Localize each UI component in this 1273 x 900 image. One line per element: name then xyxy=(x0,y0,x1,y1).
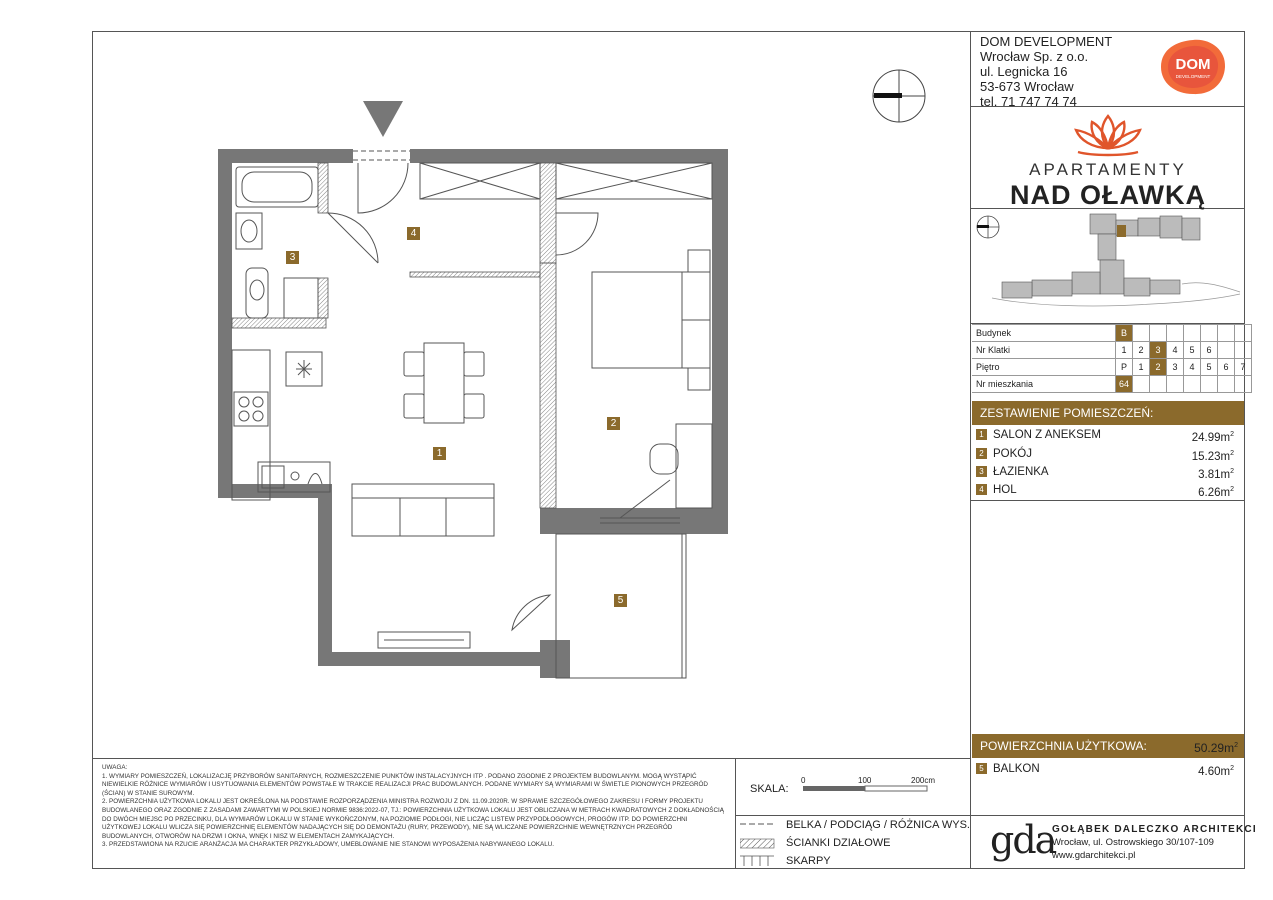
architect-logo: gda xyxy=(990,818,1056,862)
room-area: $6.26m^2$ xyxy=(1198,486,1234,499)
north-compass-icon xyxy=(868,67,930,127)
info-label: Piętro xyxy=(972,359,1116,376)
room-area: $24.99m^2$ xyxy=(1191,431,1234,444)
info-cell xyxy=(1150,325,1167,342)
apartment-info-table xyxy=(972,324,1252,393)
key-plan-map xyxy=(972,210,1244,322)
legend-partition: ŚCIANKI DZIAŁOWE xyxy=(786,837,891,849)
scale-tick-0: 0 xyxy=(801,776,806,785)
dom-logo-subtext: DEVELOPMENT xyxy=(1175,74,1211,79)
plan-label-lazienka: 3 xyxy=(286,251,299,264)
info-cell: 3 xyxy=(1167,359,1184,376)
room-summary-heading: ZESTAWIENIE POMIESZCZEŃ: xyxy=(972,401,1244,425)
scale-label: SKALA: xyxy=(750,783,789,795)
scale-tick-100: 100 xyxy=(858,776,872,785)
developer-street: ul. Legnicka 16 xyxy=(980,64,1068,79)
info-label: Nr Klatki xyxy=(972,342,1116,359)
scale-tick-200: 200cm xyxy=(911,776,936,785)
info-cell xyxy=(1133,376,1150,393)
dom-logo-text: DOM xyxy=(1175,56,1211,73)
developer-address xyxy=(980,34,1112,109)
dom-development-logo xyxy=(1157,37,1229,97)
info-row-building xyxy=(972,325,1252,342)
info-cell xyxy=(1184,376,1201,393)
room-area: $15.23m^2$ xyxy=(1191,450,1234,463)
notes-divider xyxy=(735,758,736,869)
balcony-area: $4.60m^2$ xyxy=(1198,765,1234,778)
info-cell xyxy=(1218,325,1235,342)
legend-slope-icon xyxy=(740,856,774,866)
legend-beam: BELKA / PODCIĄG / RÓŻNICA WYS. xyxy=(786,819,970,831)
info-row-floor xyxy=(972,359,1252,376)
legend-divider xyxy=(970,815,971,869)
info-cell: 6 xyxy=(1218,359,1235,376)
architect-name: GOŁĄBEK DALECZKO ARCHITEKCI xyxy=(1052,824,1257,835)
note-item: 1. WYMIARY POMIESZCZEŃ, LOKALIZACJĘ PRZYBORÓW SANITARNYCH, ROZMIESZCZENIE PUNKTÓW INSTALACYJNYCH ITP . PODANO ZGODNIE Z PROJEKTEM BUDOWLANYM. MOGĄ WYSTĄPIĆ NIEWIELKIE RÓŻNICE WYMIARÓW I USYTUOWANIA ELEMENTÓW POWSTAŁE W TRAKCIE REALIZACJI PRAC BUDOWLANYCH. PODANE WYMIARY SĄ WYMIARAMI W ŚWIETLE PIONOWYCH PRZEGRÓD (ŚCIAN) W STANIE SUROWYM. xyxy=(102,772,708,797)
plan-label-hol: 4 xyxy=(407,227,420,240)
info-cell xyxy=(1201,376,1218,393)
info-cell xyxy=(1235,325,1252,342)
info-cell xyxy=(1167,325,1184,342)
entrance-arrow-icon xyxy=(363,101,403,137)
info-cell xyxy=(1218,342,1235,359)
architect-block xyxy=(1052,823,1257,862)
scale-bar xyxy=(803,785,928,793)
architect-address: Wrocław, ul. Ostrowskiego 30/107-109 xyxy=(1052,837,1214,848)
room-number-badge: 1 xyxy=(976,429,987,440)
developer-phone: tel. 71 747 74 74 xyxy=(980,94,1077,109)
room-area: $3.81m^2$ xyxy=(1198,468,1234,481)
room-row xyxy=(976,464,1240,480)
developer-company: Wrocław Sp. z o.o. xyxy=(980,49,1089,64)
notes-title: UWAGA: xyxy=(102,764,128,771)
info-cell xyxy=(1201,325,1218,342)
info-cell xyxy=(1235,342,1252,359)
info-cell: 7 xyxy=(1235,359,1252,376)
info-cell: 5 xyxy=(1201,359,1218,376)
room-name: POKÓJ xyxy=(993,448,1032,460)
info-cell xyxy=(1235,376,1252,393)
bottom-band-divider xyxy=(92,758,970,759)
info-cell: 2 xyxy=(1150,359,1167,376)
usable-area-value: $50.29m^2$ xyxy=(1194,741,1238,755)
info-label: Budynek xyxy=(972,325,1116,342)
architect-web: www.gdarchitekci.pl xyxy=(1052,850,1136,861)
plan-label-salon: 1 xyxy=(433,447,446,460)
room-number-badge: 2 xyxy=(976,448,987,459)
room-row xyxy=(976,446,1240,462)
info-label: Nr mieszkania xyxy=(972,376,1116,393)
info-cell: 4 xyxy=(1167,342,1184,359)
usable-area-total xyxy=(972,734,1244,758)
legend-symbols xyxy=(740,820,780,868)
info-cell: 2 xyxy=(1133,342,1150,359)
note-item: 2. POWIERZCHNIA UŻYTKOWA LOKALU JEST OKREŚLONA NA PODSTAWIE ROZPORZĄDZENIA MINISTRA ROZWOJU Z DN. 11.09.2020R. W SPRAWIE SZCZEGÓŁOWEGO ZAKRESU I FORMY PROJEKTU BUDOWLANEGO ORAZ ZGODNIE Z ZASADAMI ZAWARTYMI W POLSKIEJ NORMIE 9836:2022-07, TJ.: POWIERZCHNIA UŻYTKOWA LOKALU JEST OBLICZANA W METRACH KWADRATOWYCH Z DOKŁADNOŚCIĄ DO DWÓCH MIEJSC PO PRZECINKU, DLA WYMIARÓW LOKALU W STANIE WYKOŃCZONYM, NA POZIOMIE PODŁOGI, NIE LICZĄC LISTEW PRZYPODŁOGOWYCH, PROGÓW ITP. DO POWIERZCHNI UŻYTKOWEJ LOKALU WLICZA SIĘ POWIERZCHNIĘ ELEMENTÓW NADAJĄCYCH SIĘ DO DEMONTAŻU (RURY, PRZEWODY), NIE SĄ WLICZANE POWIERZCHNIE WEWNĘTRZNYCH PRZEGRÓD BUDOWLANYCH, OTWORÓW NA DRZWI I OKNA, WNĘK I NISZ W ELEMENTACH ZAMYKAJĄCYCH. xyxy=(102,798,724,840)
legend-slope: SKARPY xyxy=(786,855,831,867)
info-cell: 5 xyxy=(1184,342,1201,359)
room-number-badge: 5 xyxy=(976,763,987,774)
developer-city: 53-673 Wrocław xyxy=(980,79,1074,94)
scale-divider xyxy=(735,815,1245,816)
info-cell: 1 xyxy=(1116,342,1133,359)
lotus-logo-icon xyxy=(1062,108,1154,158)
floor-plan xyxy=(200,95,760,695)
project-line1: APARTAMENTY xyxy=(1029,160,1187,179)
room-name: ŁAZIENKA xyxy=(993,466,1049,478)
info-cell xyxy=(1184,325,1201,342)
balcony-name: BALKON xyxy=(993,763,1040,775)
info-cell xyxy=(1150,376,1167,393)
info-cell: 64 xyxy=(1116,376,1133,393)
room-name: HOL xyxy=(993,484,1017,496)
info-cell: 1 xyxy=(1133,359,1150,376)
info-cell xyxy=(1133,325,1150,342)
info-cell: 6 xyxy=(1201,342,1218,359)
info-cell: 3 xyxy=(1150,342,1167,359)
info-cell xyxy=(1167,376,1184,393)
room-row xyxy=(976,427,1240,443)
legend-hatch-icon xyxy=(740,839,774,848)
info-cell: 4 xyxy=(1184,359,1201,376)
note-item: 3. PRZEDSTAWIONA NA RZUCIE ARANŻACJA MA CHARAKTER PRZYKŁADOWY, UMEBLOWANIE NIE STANOWI WYPOSAŻENIA NABYWANEGO LOKALU. xyxy=(102,841,555,849)
room-row xyxy=(976,482,1240,498)
info-cell: P xyxy=(1116,359,1133,376)
info-row-apartment xyxy=(972,376,1252,393)
info-row-staircase xyxy=(972,342,1252,359)
info-cell: B xyxy=(1116,325,1133,342)
project-line2: NAD OŁAWKĄ xyxy=(1010,180,1206,210)
info-cell xyxy=(1218,376,1235,393)
room-number-badge: 3 xyxy=(976,466,987,477)
right-column-divider xyxy=(970,31,971,869)
room-name: SALON Z ANEKSEM xyxy=(993,429,1102,441)
plan-label-balkon: 5 xyxy=(614,594,627,607)
room-number-badge: 4 xyxy=(976,484,987,495)
project-brand xyxy=(972,160,1244,211)
balcony-row xyxy=(976,761,1240,777)
usable-area-label: POWIERZCHNIA UŻYTKOWA: xyxy=(980,739,1147,753)
developer-name: DOM DEVELOPMENT xyxy=(980,34,1113,49)
plan-label-pokoj: 2 xyxy=(607,417,620,430)
notes-block xyxy=(102,764,724,850)
